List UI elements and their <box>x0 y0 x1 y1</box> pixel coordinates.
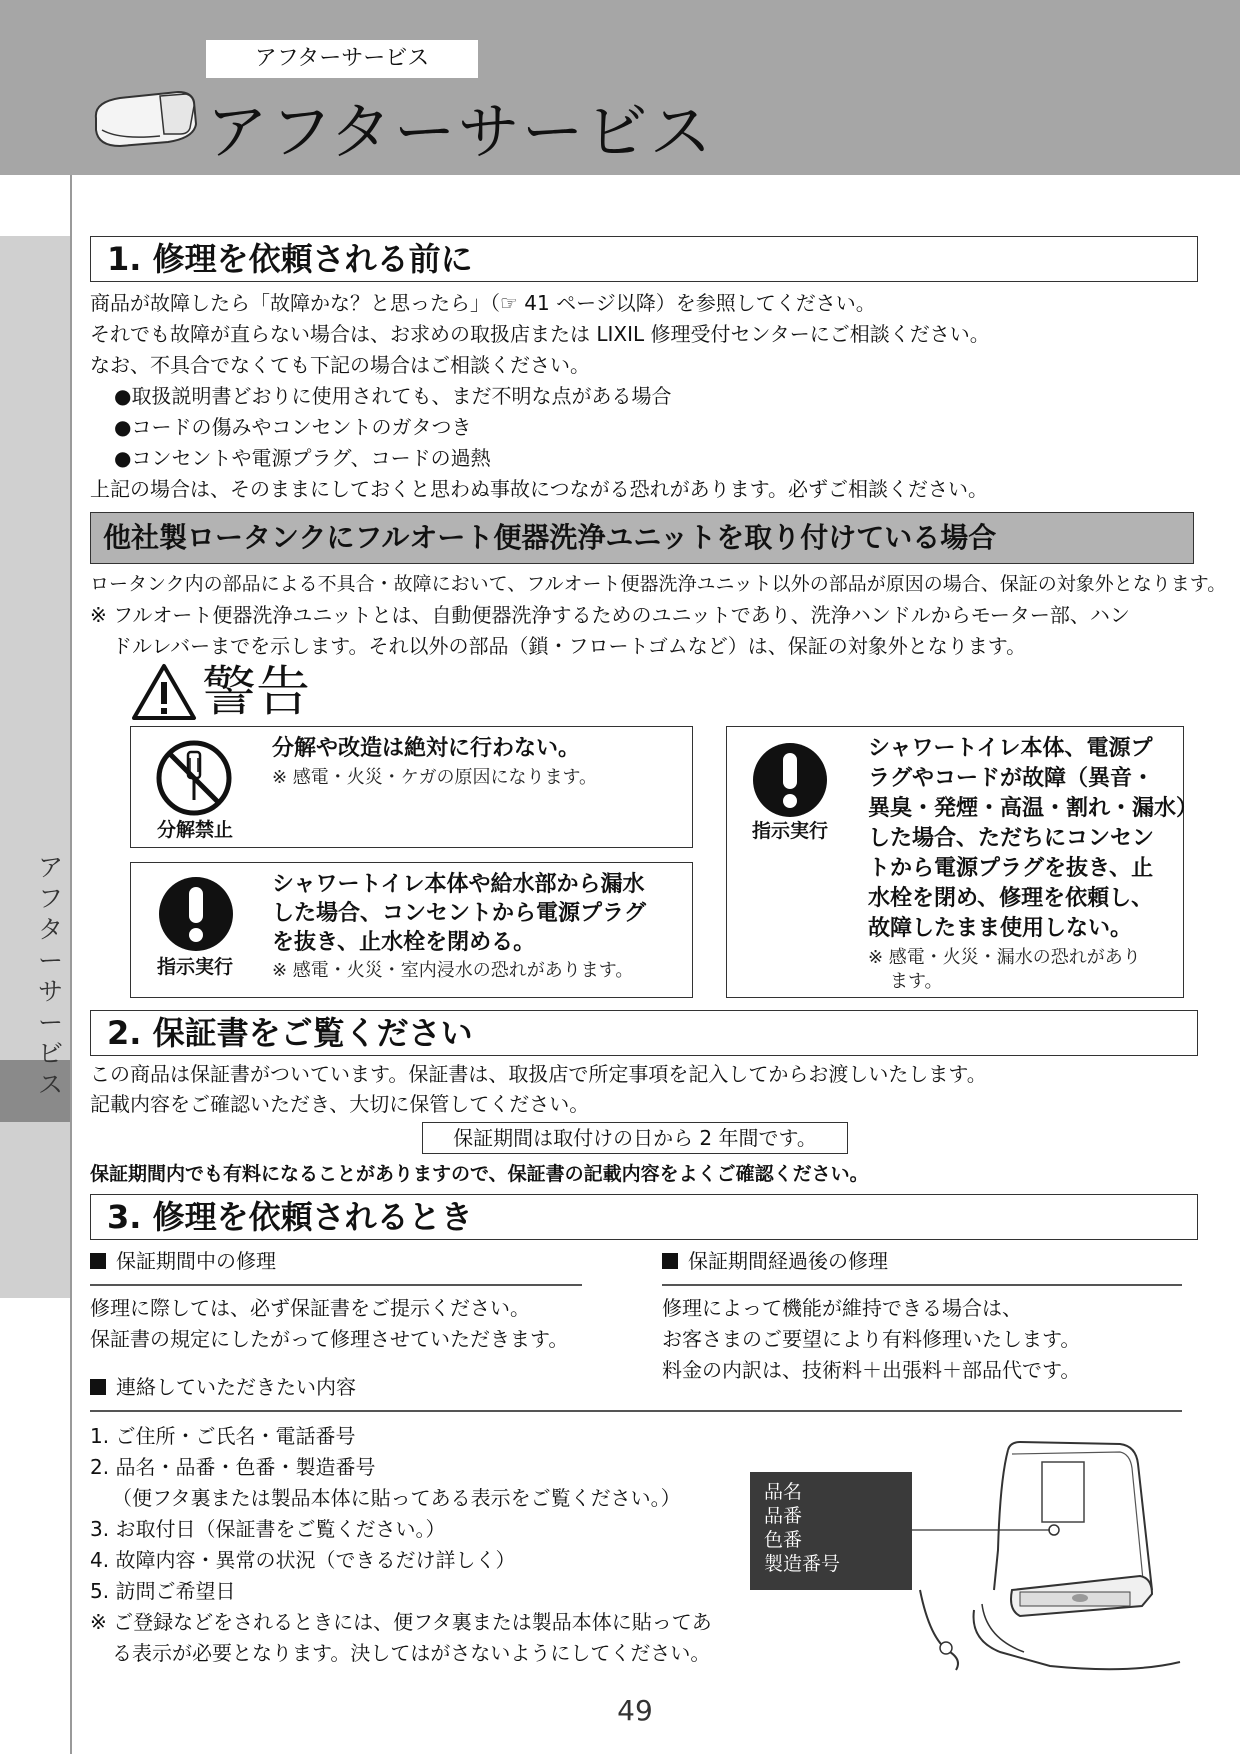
contact-item: 5. 訪問ご希望日 <box>90 1579 236 1603</box>
warning-main-text: シャワートイレ本体や給水部から漏水 <box>272 872 645 897</box>
warning-main-text: 分解や改造は絶対に行わない。 <box>272 736 581 761</box>
warning-title: 警告 <box>202 660 310 723</box>
section-1-line: なお、不具合でなくても下記の場合はご相談ください。 <box>90 353 590 377</box>
contact-item: 1. ご住所・ご氏名・電話番号 <box>90 1424 356 1448</box>
contact-item: 3. お取付日（保証書をご覧ください。） <box>90 1517 446 1541</box>
section-1-line: それでも故障が直らない場合は、お求めの取扱店または LIXIL 修理受付センターにご相談ください。 <box>90 322 990 346</box>
after-warranty-heading: 保証期間経過後の修理 <box>662 1247 888 1275</box>
warning-main-text: を抜き、止水栓を閉める。 <box>272 930 536 955</box>
chapter-tab-label: アフターサービス <box>206 40 478 78</box>
side-chapter-label: アフターサービス <box>38 853 64 1099</box>
divider <box>662 1284 1182 1286</box>
tank-section-note: ※ フルオート便器洗浄ユニットとは、自動便器洗浄するためのユニットであり、洗浄ハンドルからモーター部、ハン <box>90 603 1130 627</box>
square-bullet-icon <box>90 1379 106 1395</box>
section-1-line: 商品が故障したら「故障かな？と思ったら」（☞ 41 ページ以降）を参照してください。 <box>90 291 876 315</box>
warning-main-text: した場合、ただちにコンセン <box>868 826 1155 851</box>
warranty-period-box: 保証期間は取付けの日から 2 年間です。 <box>422 1122 848 1154</box>
mandatory-action-icon <box>156 874 236 958</box>
warning-main-text: トから電源プラグを抜き、止 <box>868 856 1154 881</box>
label-item: 品名 <box>764 1481 803 1503</box>
contact-item: 4. 故障内容・異常の状況（できるだけ詳しく） <box>90 1548 516 1572</box>
warning-triangle-icon <box>130 662 198 726</box>
square-bullet-icon <box>662 1253 678 1269</box>
square-bullet-icon <box>90 1253 106 1269</box>
warning-note: ※ 感電・火災・ケガの原因になります。 <box>272 767 598 788</box>
tank-section-heading: 他社製ロータンクにフルオート便器洗浄ユニットを取り付けている場合 <box>90 512 1194 564</box>
side-tab-strip <box>0 236 70 1298</box>
label-item: 製造番号 <box>764 1553 841 1575</box>
contact-note: ※ ご登録などをされるときには、便フタ裏または製品本体に貼ってあ <box>90 1610 712 1634</box>
contact-note: る表示が必要となります。決してはがさないようにしてください。 <box>112 1641 711 1665</box>
product-label-illustration <box>890 1440 1190 1678</box>
product-label-callout <box>750 1472 912 1590</box>
in-warranty-heading: 保証期間中の修理 <box>90 1247 276 1275</box>
warning-main-text: 故障したまま使用しない。 <box>868 916 1133 941</box>
warning-note: ※ 感電・火災・漏水の恐れがあり <box>868 947 1141 968</box>
icon-caption: 分解禁止 <box>156 819 233 841</box>
section-1-closing: 上記の場合は、そのままにしておくと思わぬ事故につながる恐れがあります。必ずご相談ください。 <box>90 477 988 501</box>
after-warranty-line: 料金の内訳は、技術料＋出張料＋部品代です。 <box>662 1358 1081 1382</box>
contact-item: （便フタ裏または製品本体に貼ってある表示をご覧ください。） <box>112 1486 681 1510</box>
contact-heading: 連絡していただきたい内容 <box>90 1373 356 1401</box>
label-item: 品番 <box>764 1505 803 1527</box>
tank-section-line: ロータンク内の部品による不具合・故障において、フルオート便器洗浄ユニット以外の部品が原因の場合、保証の対象外となります。 <box>90 573 1227 595</box>
tank-section-note: ドルレバーまでを示します。それ以外の部品（鎖・フロートゴムなど）は、保証の対象外となります。 <box>112 634 1027 658</box>
section-2-line: 記載内容をご確認いただき、大切に保管してください。 <box>90 1092 590 1116</box>
warning-main-text: 水栓を閉め、修理を依頼し、 <box>868 886 1154 911</box>
section-1-bullet: ●コードの傷みやコンセントのガタつき <box>114 415 472 439</box>
warning-note: ます。 <box>890 971 943 992</box>
no-disassembly-icon <box>154 738 234 822</box>
warning-main-text: シャワートイレ本体、電源プ <box>868 736 1153 761</box>
page-title: アフターサービス <box>206 95 714 168</box>
warning-note: ※ 感電・火災・室内浸水の恐れがあります。 <box>272 960 634 981</box>
divider <box>90 1284 582 1286</box>
after-warranty-line: 修理によって機能が維持できる場合は、 <box>662 1296 1022 1320</box>
mandatory-action-icon <box>750 740 830 824</box>
warranty-bold-note: 保証期間内でも有料になることがありますので、保証書の記載内容をよくご確認ください。 <box>90 1163 869 1185</box>
after-warranty-line: お客さまのご要望により有料修理いたします。 <box>662 1327 1081 1351</box>
warning-main-text: ラグやコードが故障（異音・ <box>868 766 1155 791</box>
icon-caption: 指示実行 <box>751 820 828 842</box>
section-2-heading: 2. 保証書をご覧ください <box>90 1010 1198 1056</box>
page-number: 49 <box>617 1694 653 1727</box>
section-2-line: この商品は保証書がついています。保証書は、取扱店で所定事項を記入してからお渡しいたします。 <box>90 1062 987 1086</box>
section-1-heading: 1. 修理を依頼される前に <box>90 236 1198 282</box>
label-item: 色番 <box>764 1529 803 1551</box>
in-warranty-line: 保証書の規定にしたがって修理させていただきます。 <box>90 1327 569 1351</box>
section-1-bullet: ●取扱説明書どおりに使用されても、まだ不明な点がある場合 <box>114 384 672 408</box>
in-warranty-line: 修理に際しては、必ず保証書をご提示ください。 <box>90 1296 530 1320</box>
divider <box>90 1410 1182 1412</box>
section-1-bullet: ●コンセントや電源プラグ、コードの過熱 <box>114 446 491 470</box>
section-3-heading: 3. 修理を依頼されるとき <box>90 1194 1198 1240</box>
toilet-seat-icon <box>90 88 200 162</box>
contact-item: 2. 品名・品番・色番・製造番号 <box>90 1455 376 1479</box>
warning-main-text: した場合、コンセントから電源プラグ <box>272 901 647 926</box>
icon-caption: 指示実行 <box>156 956 233 978</box>
warning-main-text: 異臭・発煙・高温・割れ・漏水） <box>868 796 1199 821</box>
